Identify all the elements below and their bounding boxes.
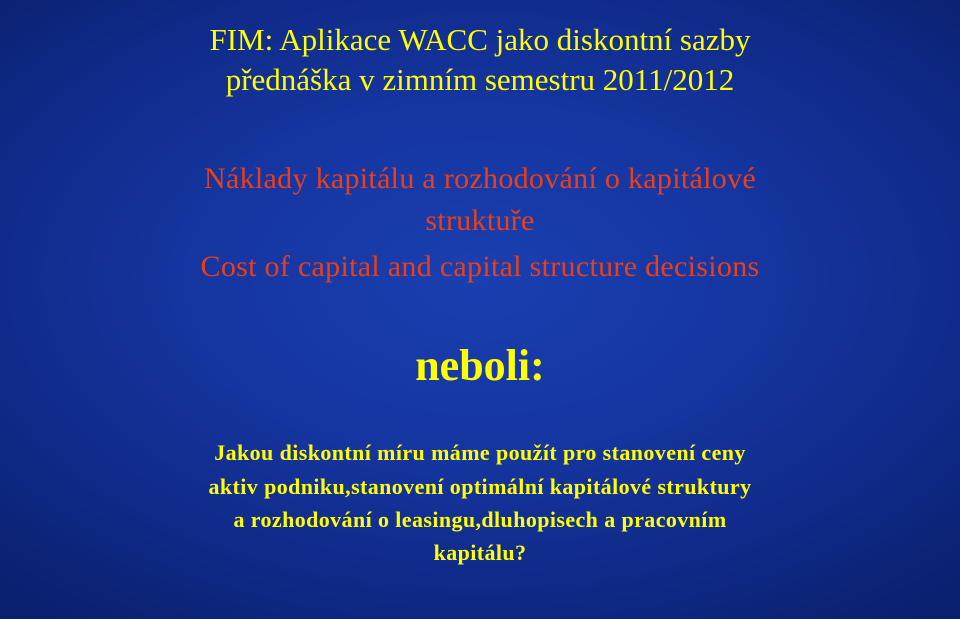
question-line-3: a rozhodování o leasingu,dluhopisech a pracovním	[233, 507, 727, 532]
neboli-heading: neboli:	[415, 341, 545, 390]
topic-czech-line-1: Náklady kapitálu a rozhodování o kapitálové	[204, 162, 756, 195]
topic-czech-line-2: struktuře	[425, 204, 535, 237]
topic-english: Cost of capital and capital structure decisions	[200, 250, 760, 283]
slide-title-line-1: FIM: Aplikace WACC jako diskontní sazby	[209, 22, 751, 57]
question-line-4: kapitálu?	[433, 540, 527, 565]
slide-title-line-2: přednáška v zimním semestru 2011/2012	[225, 62, 735, 97]
question-line-2: aktiv podniku,stanovení optimální kapitálové struktury	[208, 474, 752, 499]
question-line-1: Jakou diskontní míru máme použít pro stanovení ceny	[214, 440, 746, 465]
